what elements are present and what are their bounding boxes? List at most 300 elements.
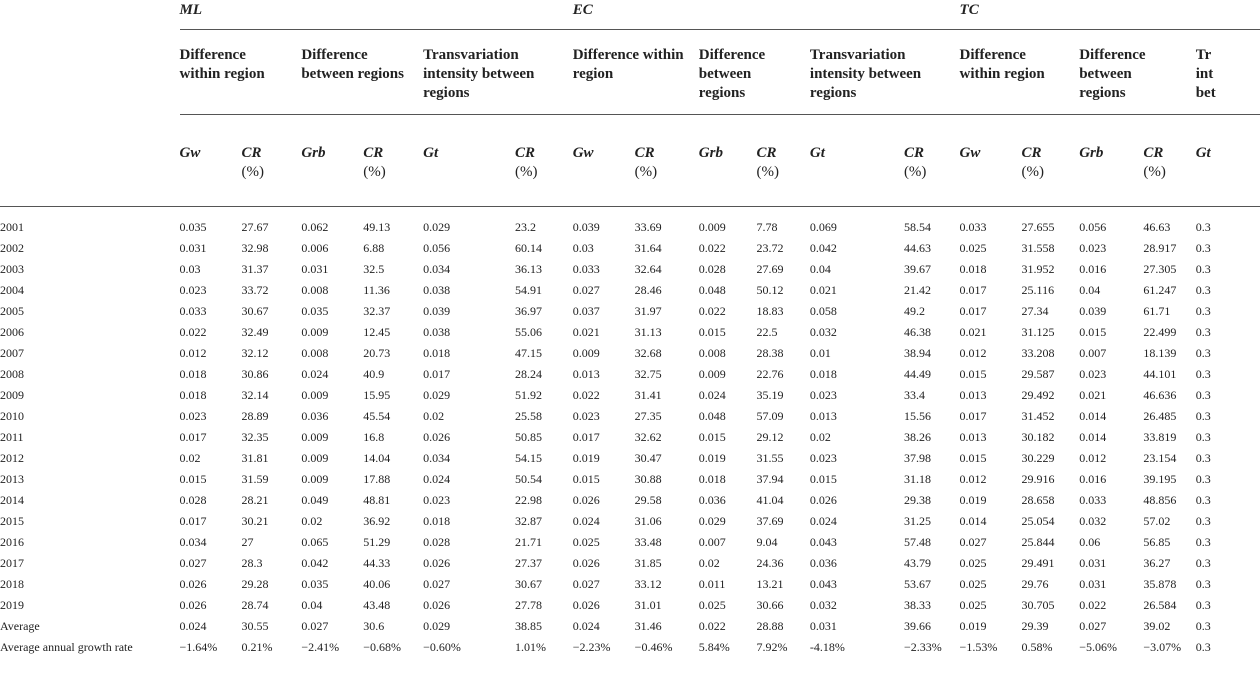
table-cell: 30.55 — [241, 619, 269, 633]
column-unit: (%) — [1143, 164, 1166, 180]
row-label: 2006 — [0, 325, 24, 339]
table-cell: 0.3 — [1195, 556, 1211, 570]
table-cell: 28.89 — [241, 409, 269, 423]
row-label: 2009 — [0, 388, 24, 402]
subheader-within-tc: Difference within region — [960, 46, 1080, 115]
table-cell: 0.023 — [1079, 367, 1107, 381]
table-row — [0, 574, 1260, 595]
table-cell: 33.819 — [1143, 430, 1177, 444]
table-cell: 0.3 — [1195, 409, 1211, 423]
table-cell: 0.3 — [1195, 451, 1211, 465]
column-symbol: Gw — [572, 145, 594, 161]
subheader-transvariation-ec: Transvariation intensity between regions — [810, 46, 960, 115]
table-cell: 58.54 — [903, 220, 931, 234]
table-row — [0, 207, 1260, 239]
table-cell: 31.125 — [1021, 325, 1055, 339]
table-cell: 61.71 — [1143, 304, 1171, 318]
group-ec — [573, 0, 960, 32]
table-cell: 28.21 — [241, 493, 269, 507]
table-cell: −3.07% — [1143, 640, 1182, 654]
table-cell: 0.3 — [1195, 577, 1211, 591]
table-cell: 31.55 — [756, 451, 784, 465]
table-cell: 60.14 — [515, 241, 542, 255]
table-row — [0, 511, 1260, 532]
table-cell: 0.025 — [698, 598, 726, 612]
table-cell: 0.024 — [301, 367, 329, 381]
table-cell: 0.3 — [1195, 472, 1211, 486]
table-row — [0, 259, 1260, 280]
table-cell: −5.06% — [1079, 640, 1117, 654]
table-cell: 0.3 — [1195, 262, 1211, 276]
table-cell: 0.014 — [1079, 430, 1107, 444]
table-cell: 32.5 — [363, 262, 385, 276]
table-cell: 0.024 — [698, 388, 726, 402]
table-cell: 0.026 — [572, 556, 600, 570]
table-cell: 27.67 — [241, 220, 269, 234]
table-cell: 54.15 — [515, 451, 542, 465]
subheader-cut-line-1: Tr — [1195, 47, 1212, 63]
table-cell: 0.024 — [572, 619, 600, 633]
table-cell: 39.66 — [903, 619, 931, 633]
table-cell: 0.027 — [1079, 619, 1107, 633]
table-cell: 0.3 — [1195, 430, 1211, 444]
table-cell: 25.054 — [1021, 514, 1055, 528]
column-symbol: Gw — [959, 145, 981, 161]
table-cell: 31.46 — [634, 619, 662, 633]
table-cell: 0.034 — [423, 262, 451, 276]
table-cell: 0.009 — [301, 430, 329, 444]
table-cell: 28.46 — [634, 283, 662, 297]
table-cell: 29.28 — [241, 577, 269, 591]
column-symbol: Gt — [423, 145, 439, 161]
table-cell: 12.45 — [363, 325, 391, 339]
table-cell: 38.33 — [903, 598, 931, 612]
column-header — [635, 130, 699, 207]
table-cell: 32.64 — [634, 262, 662, 276]
table-cell: 0.018 — [423, 514, 451, 528]
table-cell: 47.15 — [515, 346, 542, 360]
table-cell: 0.015 — [179, 472, 207, 486]
table-cell: 0.028 — [698, 262, 726, 276]
table-cell: 0.038 — [423, 325, 451, 339]
table-cell: 0.026 — [572, 598, 600, 612]
table-cell: 22.5 — [756, 325, 778, 339]
table-cell: 49.2 — [903, 304, 925, 318]
table-cell: 27 — [241, 535, 254, 549]
column-unit: (%) — [756, 164, 779, 180]
table-cell: 0.056 — [1079, 220, 1107, 234]
table-cell: 30.88 — [634, 472, 662, 486]
group-ml-label: ML — [180, 2, 573, 30]
row-label: 2001 — [0, 220, 24, 234]
subheader-transvariation-tc — [1196, 46, 1260, 115]
table-cell: 18.83 — [756, 304, 784, 318]
table-cell: 36.27 — [1143, 556, 1171, 570]
table-cell: 31.25 — [903, 514, 931, 528]
table-cell: 51.29 — [363, 535, 391, 549]
table-cell: 20.73 — [363, 346, 391, 360]
table-cell: 50.12 — [756, 283, 784, 297]
table-cell: 61.247 — [1143, 283, 1177, 297]
row-label: 2019 — [0, 598, 24, 612]
column-unit: (%) — [634, 164, 658, 180]
table-cell: 54.91 — [515, 283, 542, 297]
table-cell: 0.3 — [1195, 304, 1211, 318]
table-cell: 0.04 — [1079, 283, 1101, 297]
table-cell: 39.195 — [1143, 472, 1177, 486]
table-cell: 46.636 — [1143, 388, 1177, 402]
table-cell: -4.18% — [809, 640, 845, 654]
table-cell: 1.01% — [515, 640, 546, 654]
table-cell: 0.014 — [1079, 409, 1107, 423]
table-cell: 0.017 — [423, 367, 451, 381]
table-cell: 0.014 — [959, 514, 987, 528]
table-cell: 0.032 — [809, 325, 837, 339]
table-cell: 0.023 — [423, 493, 451, 507]
table-cell: 0.048 — [698, 283, 726, 297]
table-row — [0, 364, 1260, 385]
table-cell: 0.043 — [809, 535, 837, 549]
table-cell: 0.031 — [301, 262, 329, 276]
table-row — [0, 553, 1260, 574]
table-cell: 32.14 — [241, 388, 269, 402]
table-cell: 7.78 — [756, 220, 778, 234]
table-cell: 33.208 — [1021, 346, 1055, 360]
table-cell: 30.182 — [1021, 430, 1055, 444]
table-row — [0, 406, 1260, 427]
column-unit: (%) — [363, 164, 386, 180]
row-label: Average annual growth rate — [0, 640, 133, 654]
table-cell: 30.67 — [241, 304, 269, 318]
table-cell: 0.013 — [572, 367, 600, 381]
column-symbol: Grb — [1079, 145, 1104, 161]
table-cell: 57.02 — [1143, 514, 1171, 528]
table-cell: 0.019 — [572, 451, 600, 465]
table-cell: 0.04 — [301, 598, 323, 612]
table-cell: 36.97 — [515, 304, 542, 318]
table-cell: 51.92 — [515, 388, 542, 402]
table-cell: 0.022 — [179, 325, 207, 339]
table-cell: 31.37 — [241, 262, 269, 276]
table-cell: 0.031 — [809, 619, 837, 633]
table-cell: 0.034 — [179, 535, 207, 549]
table-cell: 0.015 — [1079, 325, 1107, 339]
table-cell: 0.3 — [1195, 325, 1211, 339]
table-cell: 30.86 — [241, 367, 269, 381]
table-cell: 0.033 — [179, 304, 207, 318]
table-cell: 32.98 — [241, 241, 269, 255]
table-cell: 30.66 — [756, 598, 784, 612]
table-cell: 0.013 — [959, 430, 987, 444]
table-cell: 41.04 — [756, 493, 784, 507]
table-cell: 28.88 — [756, 619, 784, 633]
column-symbol: CR — [1143, 145, 1164, 161]
table-cell: 0.015 — [959, 367, 987, 381]
table-cell: 15.56 — [903, 409, 931, 423]
table-cell: 0.037 — [572, 304, 600, 318]
table-cell: 0.021 — [809, 283, 837, 297]
table-cell: 21.71 — [515, 535, 542, 549]
table-cell: 0.008 — [301, 283, 329, 297]
table-cell: 0.3 — [1195, 514, 1211, 528]
group-tc-label: TC — [960, 2, 1260, 30]
column-header — [1022, 130, 1080, 207]
table-cell: 0.013 — [959, 388, 987, 402]
table-cell: 43.79 — [903, 556, 931, 570]
table-cell: 32.12 — [241, 346, 269, 360]
table-cell: 7.92% — [756, 640, 788, 654]
column-header — [699, 130, 757, 207]
table-row — [0, 427, 1260, 448]
table-cell: 25.58 — [515, 409, 542, 423]
row-label: 2007 — [0, 346, 24, 360]
table-cell: 0.018 — [809, 367, 837, 381]
table-cell: 14.04 — [363, 451, 391, 465]
table-cell: 38.26 — [903, 430, 931, 444]
table-cell: 38.94 — [903, 346, 931, 360]
table-cell: 33.69 — [634, 220, 662, 234]
table-cell: 0.019 — [959, 619, 987, 633]
table-cell: 0.024 — [572, 514, 600, 528]
table-cell: 31.452 — [1021, 409, 1055, 423]
table-cell: 0.033 — [572, 262, 600, 276]
group-tc — [960, 0, 1260, 32]
table-cell: 31.558 — [1021, 241, 1055, 255]
table-cell: 0.043 — [809, 577, 837, 591]
row-label: 2018 — [0, 577, 24, 591]
table-cell: 29.492 — [1021, 388, 1055, 402]
table-cell: 0.058 — [809, 304, 837, 318]
table-cell: 28.74 — [241, 598, 269, 612]
table-cell: 46.38 — [903, 325, 931, 339]
row-label: 2013 — [0, 472, 24, 486]
column-header — [423, 130, 515, 207]
table-cell: 23.154 — [1143, 451, 1177, 465]
table-cell: 0.009 — [301, 388, 329, 402]
table-cell: 33.48 — [634, 535, 662, 549]
column-header — [1196, 130, 1260, 207]
table-cell: 0.009 — [301, 472, 329, 486]
row-label: 2017 — [0, 556, 24, 570]
table-cell: 27.35 — [634, 409, 662, 423]
table-cell: 0.015 — [572, 472, 600, 486]
table-cell: 0.039 — [1079, 304, 1107, 318]
table-cell: 33.4 — [903, 388, 925, 402]
column-unit: (%) — [1021, 164, 1045, 180]
table-cell: 0.026 — [423, 430, 451, 444]
table-cell: 0.032 — [1079, 514, 1107, 528]
table-cell: 0.026 — [572, 493, 600, 507]
table-cell: 31.97 — [634, 304, 662, 318]
column-header — [241, 130, 301, 207]
table-cell: 0.017 — [959, 409, 987, 423]
table-cell: 31.85 — [634, 556, 662, 570]
table-cell: −1.53% — [959, 640, 998, 654]
table-cell: 27.78 — [515, 598, 542, 612]
table-cell: 29.916 — [1021, 472, 1055, 486]
table-cell: 25.844 — [1021, 535, 1055, 549]
column-symbol: Grb — [301, 145, 326, 161]
column-symbol: CR — [241, 145, 262, 161]
table-cell: −2.33% — [903, 640, 942, 654]
table-cell: 0.031 — [1079, 556, 1107, 570]
table-cell: 37.69 — [756, 514, 784, 528]
table-row — [0, 637, 1260, 658]
column-symbol: Gt — [1195, 145, 1211, 161]
table-cell: 39.02 — [1143, 619, 1171, 633]
table-cell: −0.60% — [423, 640, 461, 654]
row-label: 2003 — [0, 262, 24, 276]
table-cell: 0.031 — [179, 241, 207, 255]
table-cell: 39.67 — [903, 262, 931, 276]
table-cell: 26.584 — [1143, 598, 1177, 612]
column-symbol: Gt — [809, 145, 825, 161]
table-cell: 0.006 — [301, 241, 329, 255]
table-cell: 0.033 — [959, 220, 987, 234]
table-cell: 0.025 — [959, 598, 987, 612]
table-cell: 0.012 — [179, 346, 207, 360]
table-cell: 0.017 — [572, 430, 600, 444]
table-cell: 0.3 — [1195, 367, 1211, 381]
subheader-transvariation-ml: Transvariation intensity between regions — [423, 46, 573, 115]
table-cell: 0.3 — [1195, 388, 1211, 402]
table-cell: 0.029 — [698, 514, 726, 528]
table-cell: 0.038 — [423, 283, 451, 297]
table-row — [0, 343, 1260, 364]
table-cell: 0.026 — [179, 598, 207, 612]
table-cell: 28.38 — [756, 346, 784, 360]
table-cell: 0.009 — [698, 367, 726, 381]
table-cell: 0.3 — [1195, 535, 1211, 549]
table-cell: 27.305 — [1143, 262, 1177, 276]
subheader-cut-line-3: bet — [1195, 85, 1216, 101]
column-header — [904, 130, 960, 207]
column-header — [180, 130, 242, 207]
table-cell: 0.01 — [809, 346, 831, 360]
table-cell: 35.878 — [1143, 577, 1177, 591]
table-cell: 0.007 — [1079, 346, 1107, 360]
column-symbol: CR — [363, 145, 384, 161]
table-cell: 0.027 — [423, 577, 451, 591]
table-cell: 0.007 — [698, 535, 726, 549]
table-cell: 32.35 — [241, 430, 269, 444]
table-cell: 0.023 — [809, 388, 837, 402]
table-cell: 0.029 — [423, 388, 451, 402]
row-label: 2005 — [0, 304, 24, 318]
table-cell: 0.017 — [959, 283, 987, 297]
table-cell: −1.64% — [179, 640, 218, 654]
subheader-between-tc: Difference between regions — [1079, 46, 1195, 115]
column-symbol: Grb — [698, 145, 723, 161]
table-cell: 37.98 — [903, 451, 931, 465]
table-cell: 0.017 — [179, 514, 207, 528]
table-cell: 27.69 — [756, 262, 784, 276]
row-label: 2014 — [0, 493, 24, 507]
table-cell: 32.49 — [241, 325, 269, 339]
table-cell: 0.022 — [698, 619, 726, 633]
table-cell: 29.491 — [1021, 556, 1055, 570]
table-cell: 15.95 — [363, 388, 391, 402]
table-cell: 18.139 — [1143, 346, 1177, 360]
table-cell: −0.68% — [363, 640, 402, 654]
table-cell: 30.705 — [1021, 598, 1055, 612]
table-cell: 0.062 — [301, 220, 329, 234]
table-cell: 22.499 — [1143, 325, 1177, 339]
table-cell: 44.49 — [903, 367, 931, 381]
table-cell: 49.13 — [363, 220, 391, 234]
table-cell: 29.12 — [756, 430, 784, 444]
table-cell: 0.3 — [1195, 619, 1211, 633]
column-header-row — [0, 130, 1260, 207]
table-cell: 6.88 — [363, 241, 385, 255]
subheader-within-ml: Difference within region — [180, 46, 302, 115]
table-cell: 0.035 — [301, 577, 329, 591]
table-cell: 0.028 — [179, 493, 207, 507]
row-label: 2010 — [0, 409, 24, 423]
table-cell: 35.19 — [756, 388, 784, 402]
table-cell: 0.027 — [572, 283, 600, 297]
table-cell: 31.41 — [634, 388, 662, 402]
subheader-cut-line-2: int — [1195, 66, 1214, 82]
table-cell: 0.036 — [301, 409, 329, 423]
table-cell: 0.3 — [1195, 283, 1211, 297]
table-cell: 21.42 — [903, 283, 931, 297]
table-cell: 56.85 — [1143, 535, 1171, 549]
row-label: Average — [0, 619, 40, 633]
subheader-between-ec: Difference between regions — [699, 46, 810, 115]
table-cell: 0.021 — [959, 325, 987, 339]
table-cell: 0.029 — [423, 220, 451, 234]
column-symbol: Gw — [179, 145, 201, 161]
table-cell: 0.022 — [698, 304, 726, 318]
group-header-row — [0, 0, 1260, 32]
table-cell: 45.54 — [363, 409, 391, 423]
table-cell: 0.03 — [179, 262, 201, 276]
table-cell: 57.09 — [756, 409, 784, 423]
table-cell: 30.229 — [1021, 451, 1055, 465]
table-cell: 0.022 — [1079, 598, 1107, 612]
table-cell: 22.76 — [756, 367, 784, 381]
table-cell: 30.6 — [363, 619, 385, 633]
table-cell: 37.94 — [756, 472, 784, 486]
table-cell: 0.027 — [179, 556, 207, 570]
table-cell: 0.022 — [698, 241, 726, 255]
table-cell: 32.87 — [515, 514, 542, 528]
table-cell: 0.027 — [572, 577, 600, 591]
column-header — [363, 130, 423, 207]
row-label: 2016 — [0, 535, 24, 549]
column-header — [756, 130, 809, 207]
table-cell: 28.658 — [1021, 493, 1055, 507]
column-unit: (%) — [515, 164, 538, 180]
table-cell: −2.41% — [301, 640, 340, 654]
table-cell: 0.027 — [959, 535, 987, 549]
table-cell: 27.655 — [1021, 220, 1055, 234]
table-cell: 0.03 — [572, 241, 594, 255]
subheader-within-ec: Difference within region — [573, 46, 699, 115]
table-cell: 48.81 — [363, 493, 391, 507]
table-cell: 0.025 — [959, 556, 987, 570]
table-cell: 0.58% — [1021, 640, 1053, 654]
table-cell: 23.2 — [515, 220, 536, 234]
table-cell: 29.38 — [903, 493, 931, 507]
table-cell: 30.47 — [634, 451, 662, 465]
table-cell: 0.018 — [698, 472, 726, 486]
table-cell: 0.016 — [1079, 472, 1107, 486]
table-cell: 38.85 — [515, 619, 542, 633]
table-cell: 30.67 — [515, 577, 542, 591]
table-cell: 0.026 — [809, 493, 837, 507]
